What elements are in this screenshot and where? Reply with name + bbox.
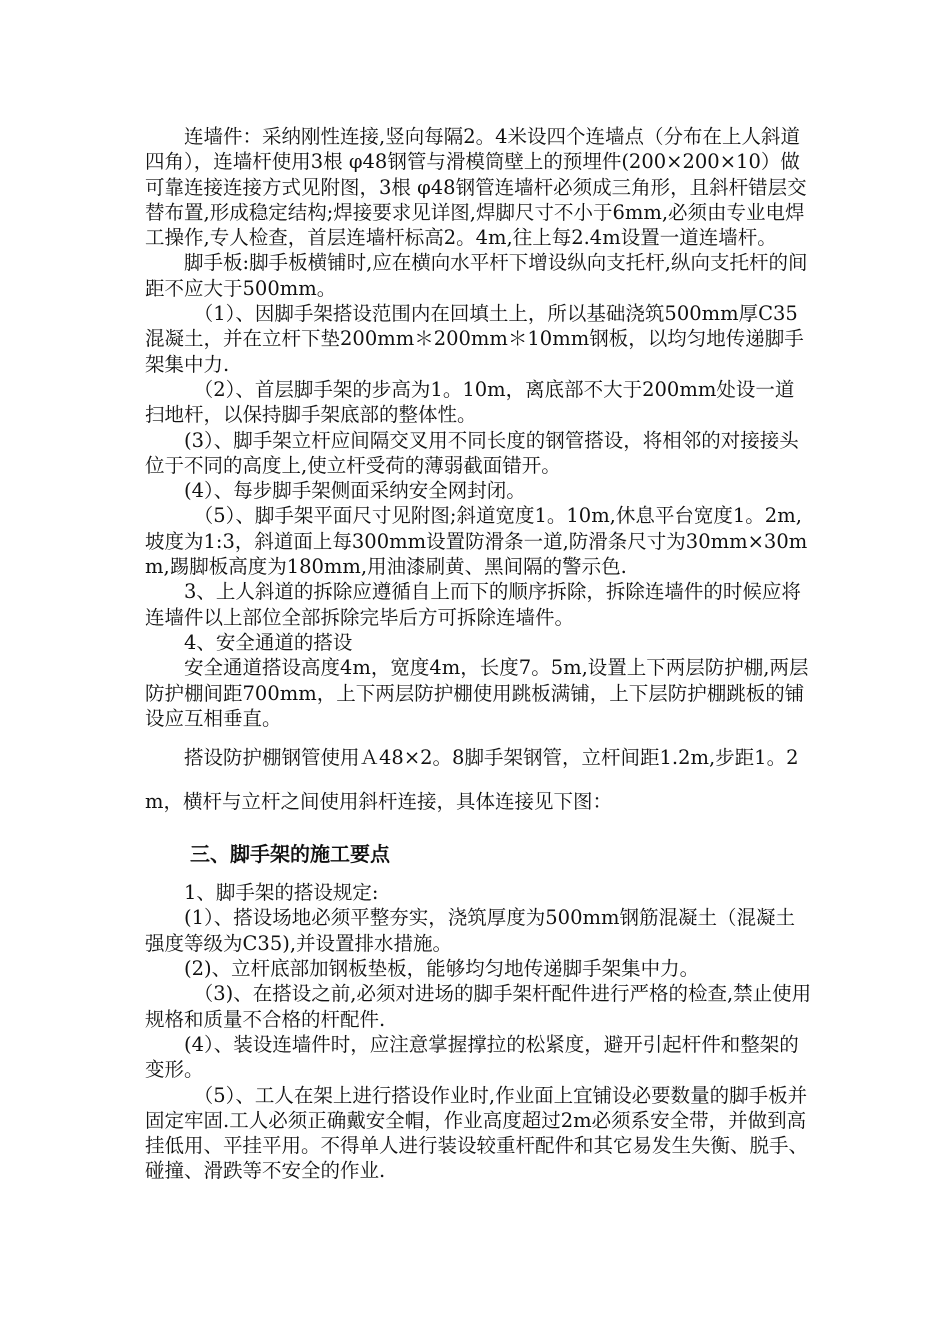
paragraph-scaffold-boards: 脚手板:脚手板横铺时,应在横向水平杆下增设纵向支托杆,纵向支托杆的间距不应大于500mm。	[145, 251, 808, 300]
paragraph-item-3-uprights: (3）、脚手架立杆应间隔交叉用不同长度的钢管搭设，将相邻的对接接头位于不同的高度上,使立杆受荷的薄弱截面错开。	[145, 428, 799, 477]
paragraph-rule-2-base-plate: (2)、立杆底部加钢板垫板，能够均匀地传递脚手架集中力。	[184, 957, 700, 981]
paragraph-item-4-safety-net: (4）、每步脚手架侧面采纳安全网封闭。	[184, 479, 526, 503]
paragraph-wall-ties: 连墙件：采纳刚性连接,竖向每隔2。4米设四个连墙点（分布在上人斜道四角），连墙杆使用3根 φ48钢管与滑模筒壁上的预埋件(200×200×10）做可靠连接连接方式见附图，3根 φ48钢管连墙杆必须成三角形，且斜杆错层交替布置,形成稳定结构;焊接要求见详图,焊脚尺寸不小于6mm,必须由专业电焊工操作,专人检查，首层连墙杆标高2。4m,往上每2.4m设置一道连墙杆。	[145, 125, 807, 250]
paragraph-item-5-ramp: （5）、脚手架平面尺寸见附图;斜道宽度1。10m,休息平台宽度1。2m,坡度为1:3，斜道面上每300mm设置防滑条一道,防滑条尺寸为30mm×30mm,踢脚板高度为180mm,用油漆刷黄、黑间隔的警示色.	[145, 504, 808, 579]
paragraph-erection-rules: 1、脚手架的搭设规定:	[184, 881, 379, 905]
paragraph-item-2-step-height: （2）、首层脚手架的步高为1。10m，离底部不大于200mm处设一道扫地杆，以保持脚手架底部的整体性。	[145, 377, 795, 427]
paragraph-rule-5-worker-safety: （5）、工人在架上进行搭设作业时,作业面上宜铺设必要数量的脚手板并固定牢固.工人必须正确戴安全帽，作业高度超过2m必须系安全带，并做到高挂低用、平挂平用。不得单人进行装设较重杆配件和其它易发生失衡、脱手、碰撞、滑跌等不安全的作业.	[145, 1083, 809, 1183]
paragraph-item-1-foundation: （1）、因脚手架搭设范围内在回填土上，所以基础浇筑500mm厚C35混凝土，并在立杆下垫200mm＊200mm＊10mm钢板，以均匀地传递脚手架集中力.	[145, 302, 804, 376]
document-body	[145, 124, 813, 1184]
paragraph-rule-3-inspection: （3)、在搭设之前,必须对进场的脚手架杆配件进行严格的检查,禁止使用规格和质量不合格的杆配件.	[145, 982, 812, 1031]
section-heading: 三、脚手架的施工要点	[190, 842, 390, 867]
paragraph-safety-passage: 安全通道搭设高度4m，宽度4m，长度7。5m,设置上下两层防护棚,两层防护棚间距700mm，上下两层防护棚使用跳板满铺，上下层防护棚跳板的铺设应互相垂直。	[145, 656, 809, 730]
paragraph-rule-1-site: (1）、搭设场地必须平整夯实，浇筑厚度为500mm钢筋混凝土（混凝土强度等级为C35),并设置排水措施。	[145, 906, 795, 955]
paragraph-rule-4-wall-ties: (4）、装设连墙件时，应注意掌握撑拉的松紧度，避开引起杆件和整架的变形。	[145, 1032, 799, 1082]
paragraph-protective-shed-pipes: 搭设防护棚钢管使用Ａ48×2。8脚手架钢管，立杆间距1.2m,步距1。2m，横杆与立杆之间使用斜杆连接，具体连接见下图：	[145, 746, 799, 814]
paragraph-safety-passage-title: 4、安全通道的搭设	[184, 630, 353, 654]
paragraph-ramp-removal: 3、上人斜道的拆除应遵循自上而下的顺序拆除，拆除连墙件的时候应将连墙件以上部位全部拆除完毕后方可拆除连墙件。	[145, 580, 801, 629]
